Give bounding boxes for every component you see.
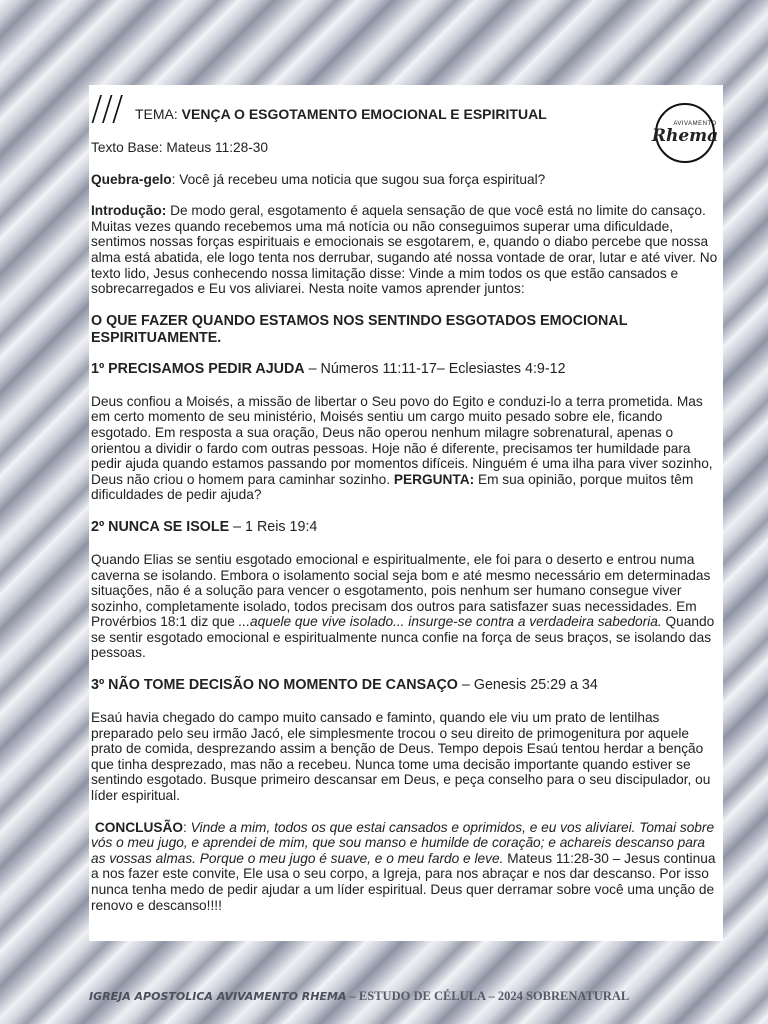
- conclusion-text: Mateus 11:28-30 – Jesus continua a nos fazer este convite, Ele usa o seu corpo, a Igreja, para nos abraçar e nos dar descanso. Por isso nunca tenha medo de pedir ajudar a um líder espiritual. Deus quer derramar sobre você uma unção de renovo e descanso!!!!: [91, 850, 716, 913]
- rhema-logo: [651, 103, 719, 163]
- introduction-label: Introdução:: [91, 203, 167, 219]
- main-heading: O QUE FAZER QUANDO ESTAMOS NOS SENTINDO ESGOTADOS EMOCIONAL ESPIRITUAMENTE.: [91, 312, 628, 346]
- conclusion: [91, 820, 721, 914]
- footer-rest: – ESTUDO DE CÉLULA – 2024 SOBRENATURAL: [346, 989, 630, 1003]
- theme-label: TEMA:: [135, 106, 178, 122]
- theme-text: VENÇA O ESGOTAMENTO EMOCIONAL E ESPIRITUAL: [181, 106, 547, 122]
- point2-ref: – 1 Reis 19:4: [229, 518, 318, 535]
- icebreaker-text: : Você já recebeu uma noticia que sugou sua força espiritual?: [171, 171, 546, 187]
- logo-small-text: AVIVAMENTO: [673, 121, 717, 127]
- point3-title: 3º NÃO TOME DECISÃO NO MOMENTO DE CANSAÇO: [91, 677, 458, 694]
- icebreaker: [91, 172, 721, 188]
- point2-heading: [91, 519, 721, 536]
- slashes-mark: ///: [91, 89, 123, 129]
- proverbs-quote: ...aquele que vive isolado... insurge-se contra a verdadeira sabedoria.: [238, 614, 662, 630]
- footer-church: IGREJA APOSTOLICA AVIVAMENTO RHEMA: [89, 990, 347, 1003]
- question-label: PERGUNTA:: [393, 471, 475, 487]
- theme-title: [135, 107, 547, 123]
- icebreaker-label: Quebra-gelo: [91, 171, 172, 187]
- base-text: Texto Base: Mateus 11:28-30: [91, 140, 269, 155]
- point1-text: Deus confiou a Moisés, a missão de libertar o Seu povo do Egito e conduzi-lo a terra prometida. Mas em certo momento de seu ministério, Moisés sentiu um cargo muito pesado sobre ele, ficando esgotado. Em resposta a sua oração, Deus não operou nenhum milagre sobrenatural, apenas o orientou a dividir o fardo com outras pessoas. Hoje não é diferente, precisamos ter humildade para pedir ajuda quando estamos passando por momentos difíceis. Ninguém é uma ilha para viver sozinho, Deus não criou o homem para caminhar sozinho.: [91, 393, 713, 487]
- question-text: Em sua opinião, porque muitos têm dificuldades de pedir ajuda?: [91, 471, 694, 503]
- study-sheet: [89, 85, 723, 941]
- point2-body: [91, 552, 721, 661]
- point3-heading: [91, 677, 721, 694]
- conclusion-label: CONCLUSÃO: [94, 819, 184, 835]
- title-row: [91, 89, 721, 146]
- conclusion-quote: Vinde a mim, todos os que estai cansados e oprimidos, e eu vos aliviarei. Tomai sobre vós o meu jugo, e aprendei de mim, que sou manso e humilde de coração; e achareis descanso para as vossas almas. Porque o meu jugo é suave, e o meu fardo e leve.: [91, 819, 715, 866]
- point2-title: 2º NUNCA SE ISOLE: [91, 518, 230, 535]
- footer: [89, 989, 709, 1004]
- point1-body: [91, 394, 721, 503]
- introduction: [91, 203, 721, 297]
- point1-ref: – Números 11:11-17– Eclesiastes 4:9-12: [304, 360, 566, 377]
- point3-body: Esaú havia chegado do campo muito cansado e faminto, quando ele viu um prato de lentilhas preparado pelo seu irmão Jacó, ele simplesmente trocou o seu direito de primogenitura por aquele prato de comida, desprezando assim a benção de Deus. Tempo depois Esaú tentou herdar a benção que tinha desprezado, mas não a recebeu. Nunca tome uma decisão importante quando estiver se sentindo esgotado. Busque primeiro descansar em Deus, e peça conselho para o seu discipulador, ou líder espiritual.: [91, 710, 711, 804]
- point3-ref: – Genesis 25:29 a 34: [457, 677, 598, 694]
- conclusion-colon: :: [183, 819, 191, 835]
- introduction-text: De modo geral, esgotamento é aquela sensação de que você está no limite do cansaço. Muitas vezes quando recebemos uma má notícia ou não conseguimos superar uma dificuldade, sentimos nossas forças espirituais e emocionais se esgotarem, e, quando o diabo percebe que nossa alma está abatida, ele logo tenta nos derrubar, sugando até nossa vontade de orar, lutar e até viver. No texto lido, Jesus conhecendo nossa limitação disse: Vinde a mim todos os que estão cansados e sobrecarregados e Eu vos aliviarei. Nesta noite vamos aprender juntos:: [91, 203, 718, 297]
- point1-title: 1º PRECISAMOS PEDIR AJUDA: [91, 360, 305, 377]
- point2-text-after: Quando se sentir esgotado emocional e espiritualmente nunca confie na força de seus braços, se isolando das pessoas.: [91, 614, 715, 661]
- logo-big-text: Rhema: [651, 126, 719, 146]
- point1-heading: [91, 361, 721, 378]
- point2-text: Quando Elias se sentiu esgotado emocional e espiritualmente, ele foi para o deserto e entrou numa caverna se isolando. Embora o isolamento social seja bom e até mesmo necessário em determinadas situações, não é a solução para vencer o esgotamento, pois nenhum ser humano consegue viver sozinho, completamente isolado, todos precisam dos outros para satisfazer suas necessidades. Em Provérbios 18:1 diz que: [91, 551, 711, 630]
